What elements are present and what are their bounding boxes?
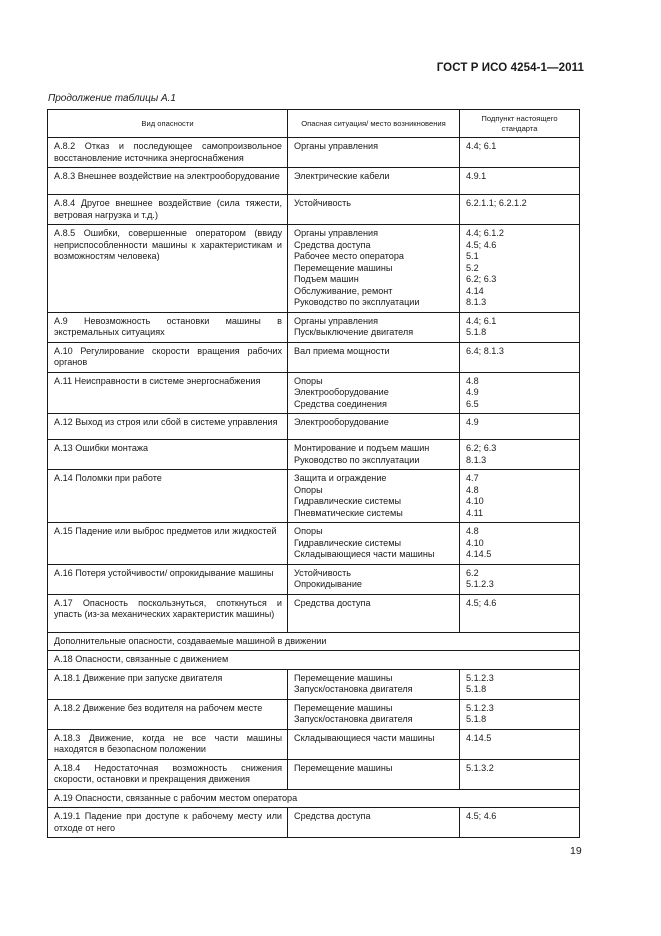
table-row: [48, 138, 580, 168]
situation-cell: [288, 138, 460, 168]
situation-cell: [288, 470, 460, 523]
situation-cell: [288, 168, 460, 195]
subclause-ref: 6.2; 6.3: [466, 443, 497, 453]
situation-item: Опоры: [294, 484, 323, 495]
subclause-cell: [460, 195, 580, 225]
table-body: [48, 138, 580, 838]
hazard-cell: А.9 Невозможность остановки машины в экстремальных ситуациях: [48, 312, 288, 342]
situation-item: Опоры: [294, 526, 323, 536]
situation-cell: [288, 372, 460, 414]
situation-item: Вал приема мощности: [294, 345, 390, 356]
situation-item: Устойчивость: [294, 198, 351, 208]
situation-cell: [288, 699, 460, 729]
situation-item: Пуск/выключение двигателя: [294, 327, 414, 337]
table-row: [48, 470, 580, 523]
situation-item: Запуск/остановка двигателя: [294, 684, 413, 694]
subclause-cell: [460, 808, 580, 838]
situation-cell: [288, 195, 460, 225]
subclause-ref: 4.10: [466, 496, 484, 506]
table-row: [48, 594, 580, 632]
subclause-cell: [460, 564, 580, 594]
situation-item: Монтирование и подъем машин: [294, 443, 430, 453]
subclause-ref: 5.1.8: [466, 714, 487, 724]
situation-cell: [288, 594, 460, 632]
section-heading-cell: Дополнительные опасности, создаваемые машиной в движении: [48, 632, 580, 651]
column-header-hazard: Вид опасности: [48, 110, 288, 138]
situation-cell: [288, 440, 460, 470]
hazard-cell: А.8.5 Ошибки, совершенные оператором (ввиду неприспособленности машины к характеристикам и возможностям человека): [48, 225, 288, 313]
table-row: [48, 372, 580, 414]
subclause-ref: 8.1.3: [466, 297, 487, 307]
subclause-ref: 6.2; 6.3: [466, 274, 497, 284]
situation-item: Руководство по эксплуатации: [294, 297, 420, 307]
situation-item: Перемещение машины: [294, 702, 393, 713]
table-row: [48, 342, 580, 372]
situation-cell: [288, 312, 460, 342]
column-header-situation: Опасная ситуация/ место возникновения: [288, 110, 460, 138]
table-caption: Продолжение таблицы А.1: [48, 93, 176, 104]
table-row: [48, 564, 580, 594]
hazard-cell: А.18.2 Движение без водителя на рабочем месте: [48, 699, 288, 729]
subclause-cell: [460, 414, 580, 440]
subclause-ref: 6.4; 8.1.3: [466, 345, 504, 356]
table-section-row: [48, 789, 580, 808]
subclause-cell: [460, 372, 580, 414]
subclause-ref: 4.8: [466, 375, 479, 386]
subclause-ref: 5.2: [466, 262, 479, 273]
situation-cell: [288, 523, 460, 565]
situation-item: Электрооборудование: [294, 417, 389, 427]
subclause-ref: 4.5; 4.6: [466, 239, 497, 250]
subclause-cell: [460, 138, 580, 168]
table-row: [48, 523, 580, 565]
subclause-cell: [460, 523, 580, 565]
situation-item: Органы управления: [294, 228, 378, 238]
table-row: [48, 729, 580, 759]
subclause-ref: 5.1.8: [466, 684, 487, 694]
hazard-cell: А.8.4 Другое внешнее воздействие (сила тяжести, ветровая нагрузка и т.д.): [48, 195, 288, 225]
situation-cell: [288, 564, 460, 594]
situation-item: Складывающиеся части машины: [294, 549, 435, 559]
situation-item: Подъем машин: [294, 274, 359, 284]
subclause-ref: 6.2: [466, 567, 479, 578]
table-row: [48, 699, 580, 729]
subclause-cell: [460, 440, 580, 470]
subclause-cell: [460, 699, 580, 729]
situation-item: Перемещение машины: [294, 672, 393, 683]
subclause-cell: [460, 168, 580, 195]
situation-item: Средства доступа: [294, 811, 371, 821]
table-row: [48, 225, 580, 313]
hazard-cell: А.18.4 Недостаточная возможность снижения скорости, остановки и прекращения движения: [48, 759, 288, 789]
situation-item: Складывающиеся части машины: [294, 732, 435, 743]
situation-cell: [288, 669, 460, 699]
situation-cell: [288, 759, 460, 789]
table-row: [48, 414, 580, 440]
situation-cell: [288, 729, 460, 759]
subclause-ref: 4.5; 4.6: [466, 597, 497, 608]
subclause-cell: [460, 759, 580, 789]
subclause-ref: 4.10: [466, 537, 484, 548]
hazard-cell: А.15 Падение или выброс предметов или жидкостей: [48, 523, 288, 565]
hazard-cell: А.10 Регулирование скорости вращения рабочих органов: [48, 342, 288, 372]
hazard-cell: А.13 Ошибки монтажа: [48, 440, 288, 470]
subclause-ref: 8.1.3: [466, 454, 487, 465]
subclause-ref: 4.8: [466, 484, 479, 495]
column-header-subclause: Подпункт настоящего стандарта: [460, 110, 580, 138]
subclause-ref: 4.11: [466, 507, 484, 518]
table-row: [48, 195, 580, 225]
subclause-ref: 5.1.8: [466, 327, 487, 337]
subclause-ref: 5.1.2.3: [466, 672, 494, 683]
subclause-ref: 4.4; 6.1: [466, 141, 497, 151]
section-heading-cell: А.19 Опасности, связанные с рабочим местом оператора: [48, 789, 580, 808]
table-row: [48, 168, 580, 195]
hazard-cell: А.17 Опасность поскользнуться, споткнуться и упасть (из-за механических характеристик машины): [48, 594, 288, 632]
subclause-ref: 4.9: [466, 417, 479, 427]
situation-item: Электрические кабели: [294, 171, 390, 181]
subclause-ref: 4.14: [466, 285, 484, 296]
hazard-cell: А.8.3 Внешнее воздействие на электрооборудование: [48, 168, 288, 195]
subclause-ref: 4.8: [466, 526, 479, 536]
situation-item: Средства доступа: [294, 597, 371, 608]
subclause-ref: 4.4; 6.1: [466, 315, 497, 326]
hazard-table: [47, 109, 580, 838]
situation-item: Руководство по эксплуатации: [294, 454, 420, 465]
situation-item: Запуск/остановка двигателя: [294, 714, 413, 724]
subclause-ref: 4.14.5: [466, 732, 492, 743]
situation-item: Средства доступа: [294, 239, 371, 250]
situation-item: Опрокидывание: [294, 579, 362, 589]
situation-item: Защита и ограждение: [294, 473, 387, 483]
hazard-cell: А.8.2 Отказ и последующее самопроизвольное восстановление источника энергоснабжения: [48, 138, 288, 168]
subclause-cell: [460, 594, 580, 632]
situation-cell: [288, 808, 460, 838]
subclause-ref: 4.7: [466, 473, 479, 483]
document-header: ГОСТ Р ИСО 4254-1—2011: [436, 62, 584, 74]
situation-item: Перемещение машины: [294, 762, 393, 773]
subclause-ref: 4.9.1: [466, 171, 487, 181]
subclause-ref: 6.5: [466, 398, 479, 409]
subclause-ref: 4.5; 4.6: [466, 811, 497, 821]
table-row: [48, 808, 580, 838]
subclause-cell: [460, 225, 580, 313]
subclause-ref: 5.1: [466, 251, 479, 261]
situation-cell: [288, 414, 460, 440]
table-row: [48, 440, 580, 470]
subclause-ref: 6.2.1.1; 6.2.1.2: [466, 198, 527, 208]
table-section-row: [48, 651, 580, 670]
section-heading-cell: А.18 Опасности, связанные с движением: [48, 651, 580, 670]
hazard-cell: А.12 Выход из строя или сбой в системе управления: [48, 414, 288, 440]
hazard-cell: А.18.1 Движение при запуске двигателя: [48, 669, 288, 699]
situation-item: Опоры: [294, 375, 323, 386]
hazard-cell: А.18.3 Движение, когда не все части машины находятся в безопасном положении: [48, 729, 288, 759]
subclause-ref: 4.4; 6.1.2: [466, 228, 504, 238]
subclause-ref: 5.1.2.3: [466, 702, 494, 713]
subclause-ref: 4.14.5: [466, 549, 492, 559]
situation-item: Устойчивость: [294, 567, 351, 578]
situation-item: Органы управления: [294, 141, 378, 151]
subclause-cell: [460, 470, 580, 523]
subclause-ref: 4.9: [466, 387, 479, 397]
situation-item: Электрооборудование: [294, 387, 389, 397]
situation-item: Средства соединения: [294, 398, 387, 409]
situation-item: Рабочее место оператора: [294, 251, 404, 261]
hazard-cell: А.11 Неисправности в системе энергоснабжения: [48, 372, 288, 414]
table-row: [48, 312, 580, 342]
situation-item: Гидравлические системы: [294, 537, 401, 548]
table-section-row: [48, 632, 580, 651]
table-row: [48, 759, 580, 789]
subclause-ref: 5.1.3.2: [466, 762, 494, 773]
situation-cell: [288, 342, 460, 372]
situation-item: Гидравлические системы: [294, 496, 401, 506]
hazard-cell: А.19.1 Падение при доступе к рабочему месту или отходе от него: [48, 808, 288, 838]
situation-cell: [288, 225, 460, 313]
page-number: 19: [570, 845, 582, 857]
subclause-cell: [460, 312, 580, 342]
subclause-cell: [460, 729, 580, 759]
situation-item: Перемещение машины: [294, 262, 393, 273]
subclause-cell: [460, 669, 580, 699]
situation-item: Пневматические системы: [294, 507, 403, 518]
subclause-cell: [460, 342, 580, 372]
situation-item: Органы управления: [294, 315, 378, 326]
hazard-cell: А.16 Потеря устойчивости/ опрокидывание машины: [48, 564, 288, 594]
hazard-cell: А.14 Поломки при работе: [48, 470, 288, 523]
subclause-ref: 5.1.2.3: [466, 579, 494, 589]
table-header-row: [48, 110, 580, 138]
table-row: [48, 669, 580, 699]
situation-item: Обслуживание, ремонт: [294, 285, 393, 296]
